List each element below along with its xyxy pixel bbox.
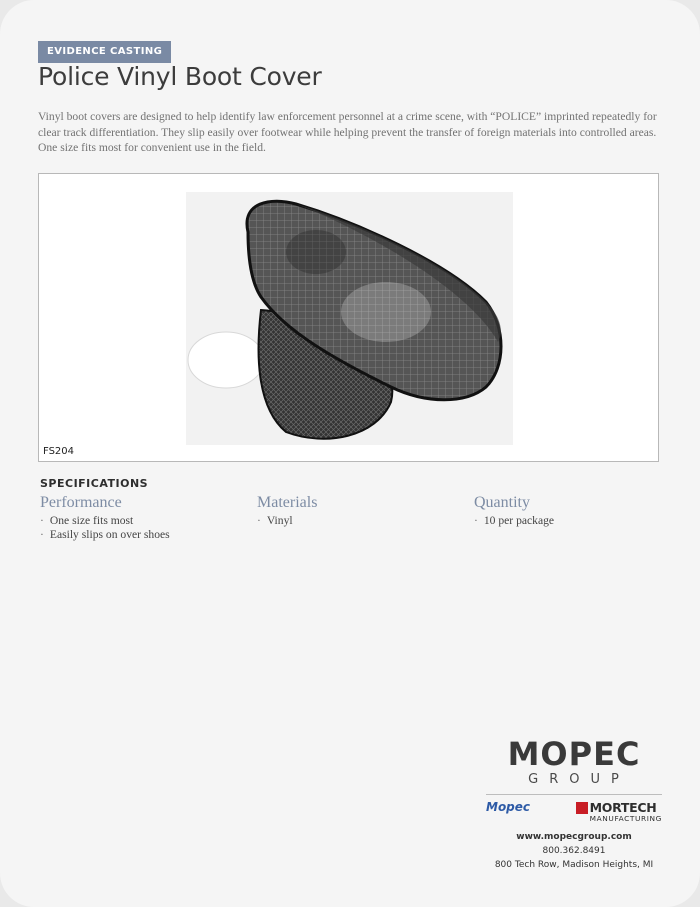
product-figure	[38, 173, 659, 462]
spec-title: Quantity	[474, 494, 530, 511]
spec-column-quantity	[474, 494, 554, 528]
mortech-logo	[576, 801, 662, 823]
mopec-logo-text: Mopec	[486, 800, 531, 814]
specifications-heading: SPECIFICATIONS	[40, 477, 149, 490]
address: 800 Tech Row, Madison Heights, MI	[494, 860, 654, 870]
mopec-logo	[486, 801, 530, 827]
spec-item: · Easily slips on over shoes	[40, 528, 170, 542]
spec-column-materials	[257, 494, 317, 528]
mortech-logo-text: MORTECH	[589, 800, 657, 815]
category-badge: EVIDENCE CASTING	[38, 41, 171, 63]
spec-item: · 10 per package	[474, 514, 554, 528]
website-link[interactable]: www.mopecgroup.com	[516, 832, 632, 842]
mopec-logo-tagline	[486, 814, 530, 827]
boot-cover-image	[186, 192, 513, 445]
sub-logos	[486, 801, 662, 825]
mopec-group-logo: MOPEC	[507, 735, 641, 773]
footer	[486, 735, 662, 872]
spec-column-performance	[40, 494, 170, 541]
logo-divider	[486, 794, 662, 795]
mortech-logo-subtext: MANUFACTURING	[589, 814, 662, 823]
page-title: Police Vinyl Boot Cover	[38, 62, 322, 91]
spec-title: Performance	[40, 494, 122, 511]
contact-info	[486, 830, 662, 872]
product-sku: FS204	[43, 446, 75, 457]
spec-title: Materials	[257, 494, 318, 511]
product-description: Vinyl boot covers are designed to help identify law enforcement personnel at a crime scene, with “POLICE” imprinted repeatedly for clear track differentiation. They slip easily over footwear while helping prevent the transfer of foreign materials into controlled areas. One size fits most for convenient use in the field.	[38, 110, 657, 154]
spec-item: · One size fits most	[40, 514, 170, 528]
logo-subtitle: GROUP	[528, 772, 630, 787]
phone-number: 800.362.8491	[542, 846, 606, 856]
spec-item: · Vinyl	[257, 514, 317, 528]
mortech-square-icon	[576, 802, 588, 814]
boot-cover-photo	[186, 192, 513, 445]
